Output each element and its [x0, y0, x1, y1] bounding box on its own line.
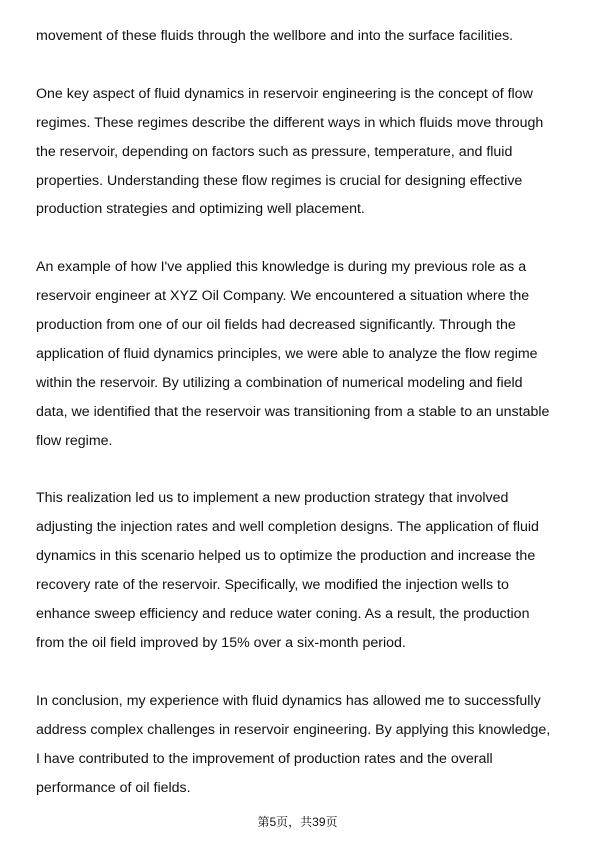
paragraph-1	[36, 22, 566, 51]
document-body	[36, 22, 566, 831]
text-line: application of fluid dynamics principles, we were able to analyze the flow regime	[36, 345, 538, 362]
text-line: reservoir engineer at XYZ Oil Company. We encountered a situation where the	[36, 288, 530, 305]
text-line: flow regime.	[36, 432, 113, 449]
text-line: properties. Understanding these flow regimes is crucial for designing effective	[36, 172, 523, 189]
text-line: enhance sweep efficiency and reduce water coning. As a result, the production	[36, 606, 530, 623]
text-line: adjusting the injection rates and well completion designs. The application of fluid	[36, 519, 539, 536]
paragraph-4	[36, 484, 566, 657]
text-line: the reservoir, depending on factors such as pressure, temperature, and fluid	[36, 143, 513, 160]
text-line: I have contributed to the improvement of production rates and the overall	[36, 750, 493, 767]
text-line: within the reservoir. By utilizing a combination of numerical modeling and field	[36, 374, 523, 391]
text-line: An example of how I've applied this knowledge is during my previous role as a	[36, 259, 527, 276]
text-line: regimes. These regimes describe the different ways in which fluids move through	[36, 114, 544, 131]
text-line: from the oil field improved by 15% over a six-month period.	[36, 634, 406, 651]
page-number: 第5页，共39页	[257, 815, 338, 829]
text-line: data, we identified that the reservoir was transitioning from a stable to an unstable	[36, 403, 550, 420]
paragraph-3	[36, 253, 566, 455]
paragraph-2	[36, 80, 566, 225]
text-line: One key aspect of fluid dynamics in reservoir engineering is the concept of flow	[36, 85, 533, 102]
text-line: In conclusion, my experience with fluid dynamics has allowed me to successfully	[36, 692, 541, 709]
paragraph-5	[36, 687, 566, 803]
text-line: This realization led us to implement a new production strategy that involved	[36, 490, 509, 507]
text-line: dynamics in this scenario helped us to optimize the production and increase the	[36, 548, 536, 565]
text-line: production strategies and optimizing well placement.	[36, 201, 365, 218]
text-line: address complex challenges in reservoir engineering. By applying this knowledge,	[36, 721, 551, 738]
text-line: performance of oil fields.	[36, 779, 191, 796]
text-line: recovery rate of the reservoir. Specifically, we modified the injection wells to	[36, 577, 509, 594]
text-line: movement of these fluids through the wellbore and into the surface facilities.	[36, 28, 514, 44]
text-line: production from one of our oil fields had decreased significantly. Through the	[36, 317, 516, 334]
